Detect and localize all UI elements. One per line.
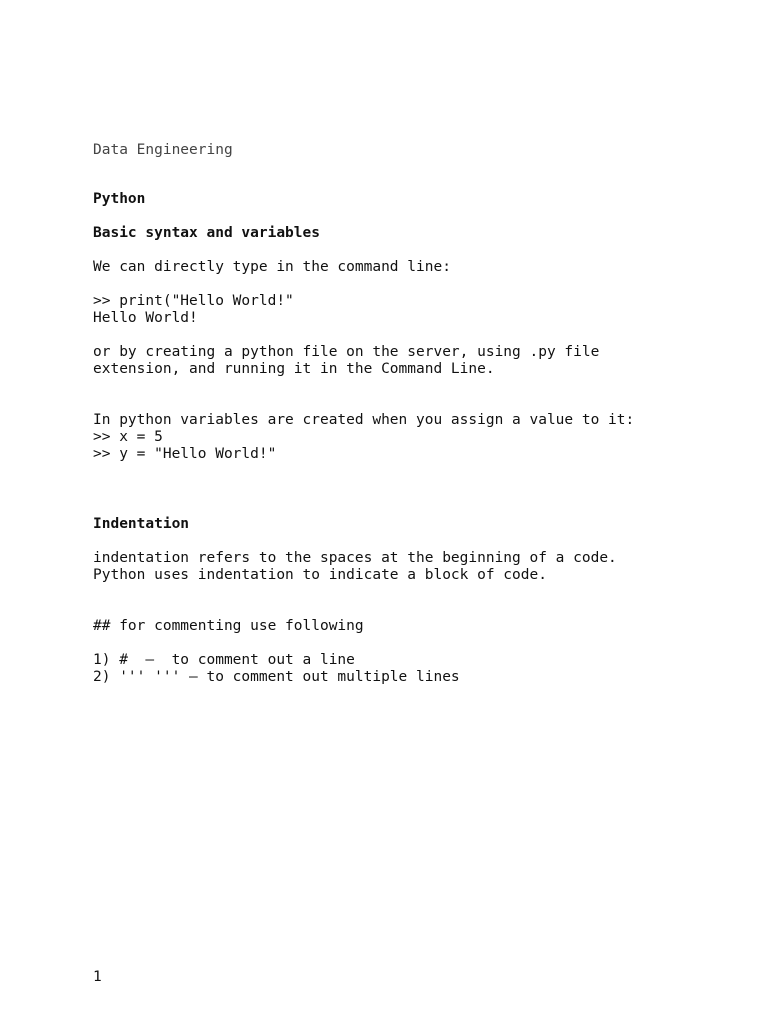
- list-item-single-line-comment: 1) # – to comment out a line: [93, 652, 355, 668]
- code-variable-y: >> y = "Hello World!": [93, 446, 277, 462]
- page-number: 1: [93, 968, 102, 985]
- paragraph-variables-intro: In python variables are created when you assign a value to it:: [93, 412, 635, 428]
- paragraph-indentation-line-1: indentation refers to the spaces at the beginning of a code.: [93, 550, 617, 566]
- paragraph-intro: We can directly type in the command line:: [93, 259, 451, 275]
- code-variable-x: >> x = 5: [93, 429, 163, 445]
- paragraph-file-line-1: or by creating a python file on the server, using .py file: [93, 344, 600, 360]
- list-item-multi-line-comment: 2) ''' ''' – to comment out multiple lines: [93, 669, 460, 685]
- subheading-basic-syntax: Basic syntax and variables: [93, 225, 320, 241]
- comment-heading: ## for commenting use following: [93, 618, 364, 634]
- paragraph-file-line-2: extension, and running it in the Command Line.: [93, 361, 495, 377]
- code-print-statement: >> print("Hello World!": [93, 293, 294, 309]
- code-output: Hello World!: [93, 310, 198, 326]
- paragraph-indentation-line-2: Python uses indentation to indicate a block of code.: [93, 567, 547, 583]
- document-title: Data Engineering: [93, 142, 233, 158]
- section-heading-python: Python: [93, 191, 146, 207]
- subheading-indentation: Indentation: [93, 516, 190, 532]
